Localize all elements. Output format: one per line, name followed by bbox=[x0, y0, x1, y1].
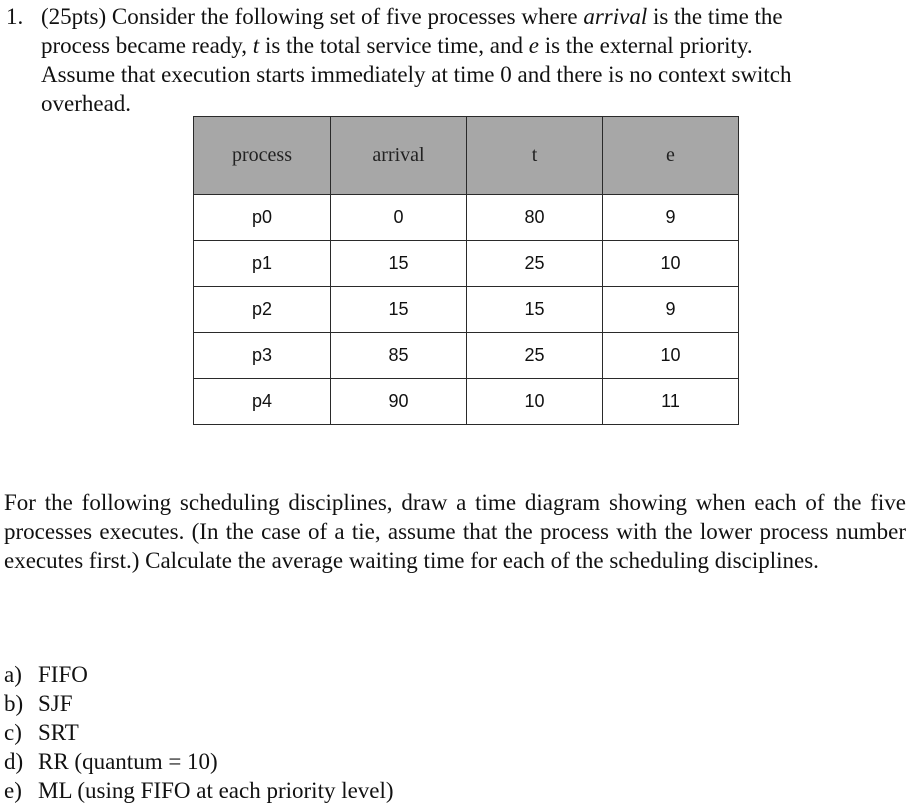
question-line-1-tail: is the time the bbox=[647, 4, 783, 29]
question-number: 1. bbox=[6, 4, 24, 29]
question-line-2-tail: is the external priority. bbox=[538, 33, 753, 58]
cell-arrival: 15 bbox=[331, 241, 467, 287]
table-header-row bbox=[194, 117, 739, 195]
cell-arrival: 90 bbox=[331, 379, 467, 425]
list-item-text: RR (quantum = 10) bbox=[38, 749, 218, 774]
term-t: t bbox=[252, 33, 260, 58]
cell-process: p1 bbox=[194, 241, 331, 287]
cell-t: 25 bbox=[467, 241, 603, 287]
table-row bbox=[194, 379, 739, 425]
cell-e: 10 bbox=[603, 241, 739, 287]
list-item-label: b) bbox=[4, 691, 24, 716]
table-row bbox=[194, 333, 739, 379]
list-item bbox=[4, 747, 704, 776]
list-item-text: SJF bbox=[38, 691, 73, 716]
question-line-2 bbox=[41, 31, 903, 60]
question-line-3: Assume that execution starts immediately at time 0 and there is no context switch bbox=[41, 62, 792, 87]
cell-t: 80 bbox=[467, 195, 603, 241]
cell-arrival: 85 bbox=[331, 333, 467, 379]
cell-t: 15 bbox=[467, 287, 603, 333]
header-arrival: arrival bbox=[331, 117, 467, 195]
header-process: process bbox=[194, 117, 331, 195]
list-item-label: d) bbox=[4, 749, 24, 774]
table-row bbox=[194, 195, 739, 241]
cell-process: p0 bbox=[194, 195, 331, 241]
instructions-paragraph: For the following scheduling disciplines, draw a time diagram showing when each of the five processes executes. (In the case of a tie, assume that the process with the lower process number executes first.) Calculate the average waiting time for each of the scheduling disciplines. bbox=[4, 490, 906, 573]
question-points: (25pts) bbox=[41, 4, 107, 29]
table-row bbox=[194, 241, 739, 287]
question-line-2-mid: is the total service time, and bbox=[259, 33, 529, 58]
list-item bbox=[4, 718, 704, 747]
list-item bbox=[4, 776, 704, 805]
cell-process: p4 bbox=[194, 379, 331, 425]
process-table bbox=[193, 116, 739, 425]
list-item bbox=[4, 689, 704, 718]
list-item bbox=[4, 660, 704, 689]
question-text bbox=[41, 2, 903, 118]
list-item-text: FIFO bbox=[38, 662, 88, 687]
cell-t: 10 bbox=[467, 379, 603, 425]
header-t: t bbox=[467, 117, 603, 195]
cell-process: p3 bbox=[194, 333, 331, 379]
cell-e: 10 bbox=[603, 333, 739, 379]
cell-t: 25 bbox=[467, 333, 603, 379]
cell-process: p2 bbox=[194, 287, 331, 333]
cell-e: 11 bbox=[603, 379, 739, 425]
table-row bbox=[194, 287, 739, 333]
process-table-wrapper bbox=[193, 116, 739, 425]
list-item-text: SRT bbox=[38, 720, 79, 745]
cell-arrival: 0 bbox=[331, 195, 467, 241]
question-line-1 bbox=[41, 2, 903, 31]
discipline-list bbox=[4, 660, 704, 805]
cell-arrival: 15 bbox=[331, 287, 467, 333]
term-arrival: arrival bbox=[583, 4, 648, 29]
cell-e: 9 bbox=[603, 287, 739, 333]
header-e: e bbox=[603, 117, 739, 195]
question-line-2-text: process became ready, bbox=[41, 33, 253, 58]
list-item-label: c) bbox=[4, 720, 22, 745]
list-item-label: a) bbox=[4, 662, 22, 687]
list-item-label: e) bbox=[4, 778, 22, 803]
list-item-text: ML (using FIFO at each priority level) bbox=[38, 778, 394, 803]
term-e: e bbox=[528, 33, 539, 58]
cell-e: 9 bbox=[603, 195, 739, 241]
question-line-4: overhead. bbox=[41, 91, 132, 116]
question-line-1-text: Consider the following set of five processes where bbox=[106, 4, 584, 29]
